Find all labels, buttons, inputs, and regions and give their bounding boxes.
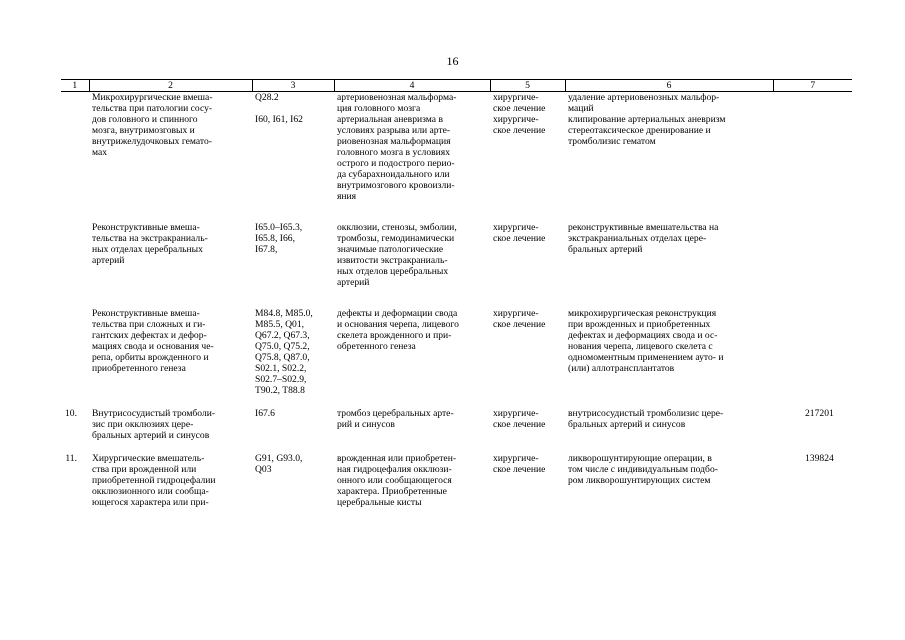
patient-model-text: врожденная или приобретен- ная гидроцефалия окклюзи- онного или сообщающегося характера. Приобретенные церебральные кисты (337, 453, 457, 508)
intervention-name (89, 92, 252, 223)
intervention-name (89, 308, 252, 408)
column-number: 6 (565, 80, 773, 92)
patient-model (334, 408, 490, 453)
row-number-text: 11. (65, 453, 77, 464)
row-number (61, 408, 89, 453)
column-number-row (61, 80, 852, 92)
patient-model-text: окклюзии, стенозы, эмболии, тромбозы, гемодинамически значимые патологические извитости экстракраниаль- ных отделов церебральных артерий (337, 222, 457, 288)
column-number: 3 (252, 80, 334, 92)
icd-codes (252, 453, 334, 508)
treatment-method (565, 92, 773, 223)
patient-model (334, 222, 490, 308)
icd-codes-text: G91, G93.0, Q03 (255, 453, 303, 475)
standard-cost (773, 453, 852, 508)
treatment-type-text: хирургиче- ское лечение (493, 308, 546, 330)
intervention-name (89, 222, 252, 308)
icd-codes-text: Q28.2 I60, I61, I62 (255, 92, 303, 125)
patient-model (334, 453, 490, 508)
table-row (61, 408, 852, 453)
row-number (61, 222, 89, 308)
treatment-method-text: микрохирургическая реконструкция при врожденных и приобретенных дефектах и деформациях свода и ос- нования черепа, лицевого скелета с одномоментным применением ауто- и (или) аллотрансплантатов (568, 308, 724, 374)
column-number: 1 (61, 80, 89, 92)
treatment-method (565, 222, 773, 308)
row-number (61, 308, 89, 408)
standard-cost-text: 139824 (805, 453, 834, 464)
icd-codes (252, 92, 334, 223)
treatment-method (565, 453, 773, 508)
icd-codes (252, 308, 334, 408)
patient-model-text: артериовенозная мальформа- ция головного мозга артериальная аневризма в условиях разрыва или арте- риовенозная мальформация головного мозга в условиях острого и подострого перио- да субарахноидального или внутримозгового кровоизли- яния (337, 92, 457, 202)
intervention-name (89, 453, 252, 508)
row-number (61, 453, 89, 508)
table-row (61, 92, 852, 223)
table-row (61, 453, 852, 508)
column-number: 2 (89, 80, 252, 92)
intervention-name-text: Микрохирургические вмеша- тельства при патологии сосу- дов головного и спинного мозга, внутримозговых и внутрижелудочковых гемато- мах (92, 92, 213, 158)
icd-codes-text: I67.6 (255, 408, 275, 419)
intervention-name-text: Реконструктивные вмеша- тельства на экстракраниаль- ных отделах церебральных артерий (92, 222, 208, 266)
standard-cost (773, 222, 852, 308)
page-number: 16 (446, 54, 459, 68)
treatment-method (565, 308, 773, 408)
intervention-name-text: Реконструктивные вмеша- тельства при сложных и ги- гантских дефектах и дефор- мациях свода и основания че- репа, орбиты врожденного и приобретенного генеза (92, 308, 214, 374)
standard-cost (773, 408, 852, 453)
treatment-method (565, 408, 773, 453)
treatment-method-text: ликворошунтирующие операции, в том числе с индивидуальным подбо- ром ликворошунтирующих систем (568, 453, 718, 486)
intervention-name-text: Хирургические вмешатель- ства при врожденной или приобретенной гидроцефалии окклюзионного или сообща- ющегося характера или при- (92, 453, 216, 508)
icd-codes-text: M84.8, M85.0, M85.5, Q01, Q67.2, Q67.3, Q75.0, Q75.2, Q75.8, Q87.0, S02.1, S02.2, S02.7–S02.9, T90.2, T88.8 (255, 308, 313, 396)
treatment-type (490, 308, 565, 408)
treatment-method-text: удаление артериовенозных мальфор- маций клипирование артериальных аневризм стереотаксическое дренирование и тромболизис гематом (568, 92, 726, 147)
table-row (61, 308, 852, 408)
table-body (61, 92, 852, 509)
treatment-type (490, 222, 565, 308)
row-number-text: 10. (65, 408, 77, 419)
document-table (61, 79, 852, 508)
treatment-method-text: реконструктивные вмешательства на экстракраниальных отделах цере- бральных артерий (568, 222, 719, 255)
patient-model-text: тромбоз церебральных арте- рий и синусов (337, 408, 454, 430)
column-number: 7 (773, 80, 852, 92)
icd-codes (252, 408, 334, 453)
standard-cost-text: 217201 (805, 408, 834, 419)
table-row (61, 222, 852, 308)
icd-codes (252, 222, 334, 308)
column-number: 5 (490, 80, 565, 92)
treatment-type (490, 453, 565, 508)
treatment-type (490, 408, 565, 453)
row-number (61, 92, 89, 223)
treatment-type-text: хирургиче- ское лечение (493, 222, 546, 244)
patient-model (334, 308, 490, 408)
column-number: 4 (334, 80, 490, 92)
patient-model (334, 92, 490, 223)
icd-codes-text: I65.0–I65.3, I65.8, I66, I67.8, (255, 222, 303, 255)
standard-cost (773, 308, 852, 408)
treatment-type (490, 92, 565, 223)
intervention-name-text: Внутрисосудистый тромболи- зис при окклюзиях цере- бральных артерий и синусов (92, 408, 216, 441)
patient-model-text: дефекты и деформации свода и основания черепа, лицевого скелета врожденного и при- обретенного генеза (337, 308, 459, 352)
treatment-type-text: хирургиче- ское лечение хирургиче- ское лечение (493, 92, 546, 136)
treatment-method-text: внутрисосудистый тромболизис цере- бральных артерий и синусов (568, 408, 724, 430)
treatment-type-text: хирургиче- ское лечение (493, 453, 546, 475)
standard-cost (773, 92, 852, 223)
treatment-type-text: хирургиче- ское лечение (493, 408, 546, 430)
intervention-name (89, 408, 252, 453)
